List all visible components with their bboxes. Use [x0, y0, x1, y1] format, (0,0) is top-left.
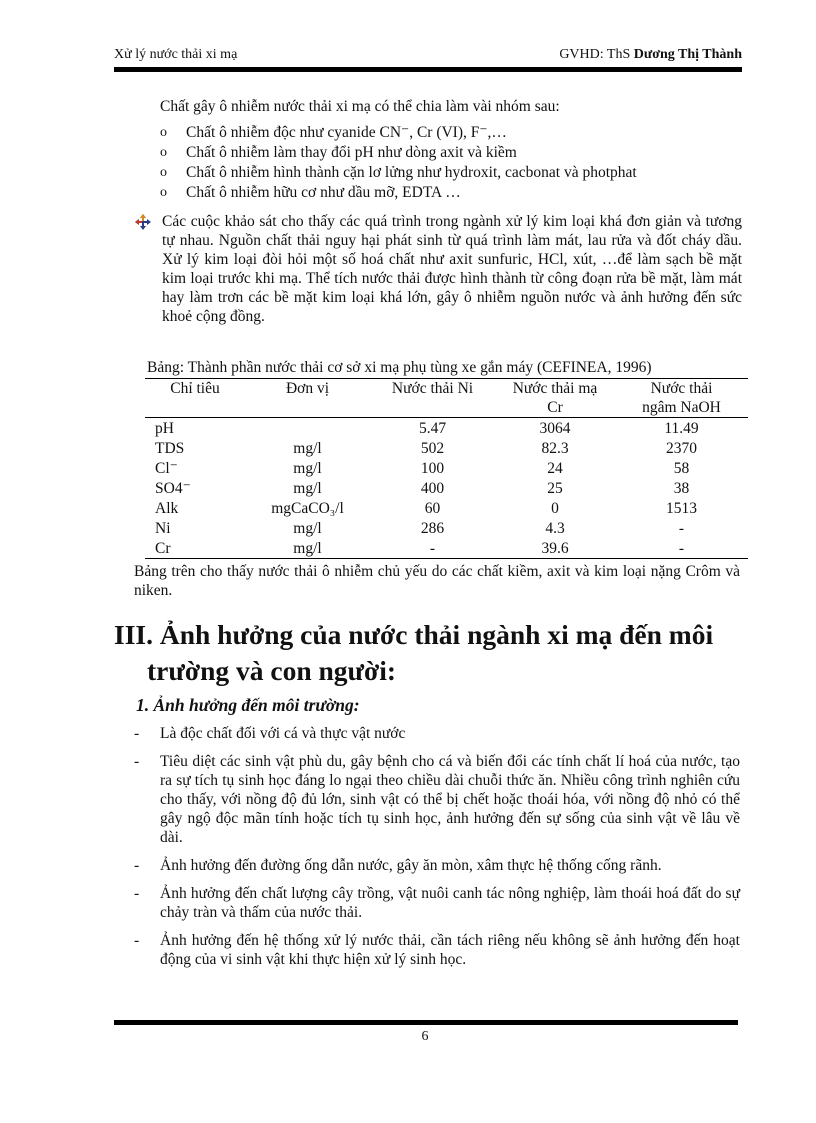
intro-paragraph: Chất gây ô nhiễm nước thải xi mạ có thể chia làm vài nhóm sau: [160, 98, 560, 115]
table-cell [245, 418, 370, 439]
table-cell: mgCaCO₃/l [271, 499, 344, 517]
table-cell: Ni [155, 519, 171, 537]
environmental-effects-list [134, 724, 740, 978]
list-item-text: Ảnh hưởng đến hệ thống xử lý nước thải, cần tách riêng nếu không sẽ ảnh hưởng đến hoạt động của vi sinh vật khi thực hiện xử lý sinh học. [160, 932, 740, 968]
column-header: Nước thải Ni [370, 379, 495, 418]
list-item [134, 724, 740, 743]
list-item [134, 856, 740, 875]
table-cell: Cr [145, 538, 245, 559]
list-item-text: Chất ô nhiễm hữu cơ như dầu mỡ, EDTA … [186, 184, 461, 201]
table-cell: mg/l [245, 538, 370, 559]
circle-bullet-icon: o [160, 165, 167, 180]
list-item [160, 143, 740, 163]
table-cell: 2370 [666, 439, 697, 457]
table-cell: 0 [551, 499, 559, 517]
list-item [160, 163, 740, 183]
table-cell: - [678, 519, 685, 537]
section-heading [114, 617, 754, 689]
table-row [145, 538, 748, 559]
column-header: Đơn vị [245, 379, 370, 418]
page-number: 6 [421, 1029, 429, 1044]
column-header: Nước thải ngâm NaOH [615, 379, 748, 418]
footer-rule [114, 1020, 738, 1025]
table-row [145, 518, 748, 538]
table-cell: 25 [547, 479, 563, 497]
table-cell: 38 [673, 479, 690, 497]
circle-bullet-icon: o [160, 185, 167, 200]
table-cell: 58 [673, 459, 690, 477]
table-cell: 400 [420, 479, 445, 497]
dash-bullet: - [134, 753, 140, 770]
table-row [145, 458, 748, 478]
list-item-text: Chất ô nhiễm làm thay đổi pH như dòng axit và kiềm [186, 144, 517, 161]
dash-bullet: - [134, 932, 140, 949]
header-advisor-name: Dương Thị Thành [633, 47, 742, 62]
table-cell: mg/l [293, 459, 322, 477]
table-cell: 4.3 [545, 519, 565, 537]
table-cell: Cl⁻ [155, 459, 178, 477]
table-cell: mg/l [293, 479, 322, 497]
table-cell: 1513 [666, 499, 697, 517]
list-item-text: Tiêu diệt các sinh vật phù du, gây bệnh cho cá và biến đổi các tính chất lí hoá của nước, tạo ra sự tích tụ sinh học đáng lo ngại theo chiều dài chuỗi thức ăn. Nhiều công trình nghiên cứu cho thấy, với nồng độ đủ lớn, sinh vật có thể bị chết hoặc thoái hóa, với nồng độ nhỏ có thể gây ngộ độc mãn tính hoặc tích tụ sinh học, ảnh hưởng đến sự sống của sinh vật về lâu về dài. [160, 753, 740, 846]
table-row [145, 418, 748, 439]
table-cell: - [370, 538, 495, 559]
survey-paragraph-text: Các cuộc khảo sát cho thấy các quá trình trong ngành xử lý kim loại khá đơn giản và tương tự nhau. Nguồn chất thải nguy hại phát sinh từ quá trình làm mát, lau rửa và đốt cháy dầu. Xử lý kim loại đòi hỏi một số hoá chất như axit sunfuric, HCl, xút, …để làm sạch bề mặt kim loại trước khi mạ. Thể tích nước thải được hình thành từ công đoạn rửa bề mặt, làm mát hay làm trơn các bề mặt kim loại khá lớn, gây ô nhiễm nguồn nước và ảnh hưởng đến sức khoẻ cộng đồng. [162, 213, 742, 325]
table-cell: 24 [547, 459, 563, 477]
wastewater-composition-table [145, 378, 748, 559]
list-item [160, 183, 740, 203]
table-cell: 3064 [539, 419, 571, 437]
header-advisor [559, 46, 742, 64]
table-cell: 60 [424, 499, 441, 517]
list-item-text: Chất ô nhiễm độc như cyanide CN⁻, Cr (VI), F⁻,… [186, 124, 507, 141]
section-heading-line2: trường và con người: [147, 655, 397, 686]
list-item-text: Chất ô nhiễm hình thành cặn lơ lửng như hydroxit, cacbonat và photphat [186, 164, 637, 181]
table-cell: mg/l [293, 439, 322, 457]
table-cell: 286 [420, 519, 445, 537]
dash-bullet: - [134, 857, 140, 874]
table-cell: 82.3 [541, 439, 569, 457]
table-cell: 502 [420, 439, 445, 457]
circle-bullet-icon: o [160, 145, 167, 160]
section-heading-line1: III. Ảnh hưởng của nước thải ngành xi mạ đến môi [114, 619, 714, 650]
subsection-heading: 1. Ảnh hưởng đến môi trường: [136, 695, 360, 715]
list-item-text: Là độc chất đối với cá và thực vật nước [160, 725, 406, 742]
pollutant-group-list [160, 123, 740, 203]
table-cell: 11.49 [664, 419, 699, 437]
table-cell: 39.6 [495, 538, 615, 559]
table-cell: 5.47 [418, 419, 447, 437]
list-item-text: Ảnh hưởng đến chất lượng cây trồng, vật nuôi canh tác nông nghiệp, làm thoái hoá đất do sự chảy tràn và thấm của nước thải. [160, 885, 740, 921]
header-title: Xử lý nước thải xi mạ [114, 47, 238, 62]
table-caption: Bảng: Thành phần nước thải cơ sở xi mạ phụ tùng xe gắn máy (CEFINEA, 1996) [147, 359, 652, 376]
table-cell: pH [155, 419, 174, 437]
list-item-text: Ảnh hưởng đến đường ống dẫn nước, gây ăn mòn, xâm thực hệ thống cống rãnh. [160, 857, 662, 874]
list-item [134, 931, 740, 969]
table-header-row [145, 379, 748, 418]
list-item [134, 884, 740, 922]
list-item [134, 752, 740, 847]
table-cell: Alk [155, 499, 179, 517]
survey-paragraph [134, 212, 742, 326]
table-row [145, 498, 748, 518]
list-item [160, 123, 740, 143]
dash-bullet: - [134, 885, 140, 902]
table-cell: 100 [420, 459, 445, 477]
table-row [145, 438, 748, 458]
table-summary-paragraph: Bảng trên cho thấy nước thải ô nhiễm chủ yếu do các chất kiềm, axit và kim loại nặng Crôm và niken. [134, 563, 740, 599]
table-cell: SO4⁻ [155, 479, 191, 497]
table-cell: - [615, 538, 748, 559]
header-rule [114, 67, 742, 72]
dash-bullet: - [134, 725, 140, 742]
four-arrow-bullet-icon [134, 214, 152, 230]
column-header: Nước thải mạ Cr [495, 379, 615, 418]
circle-bullet-icon: o [160, 125, 167, 140]
table-cell: TDS [155, 439, 185, 457]
table-row [145, 478, 748, 498]
table-cell: mg/l [293, 519, 322, 537]
column-header: Chỉ tiêu [145, 379, 245, 418]
header-advisor-prefix: GVHD: ThS [559, 47, 631, 62]
